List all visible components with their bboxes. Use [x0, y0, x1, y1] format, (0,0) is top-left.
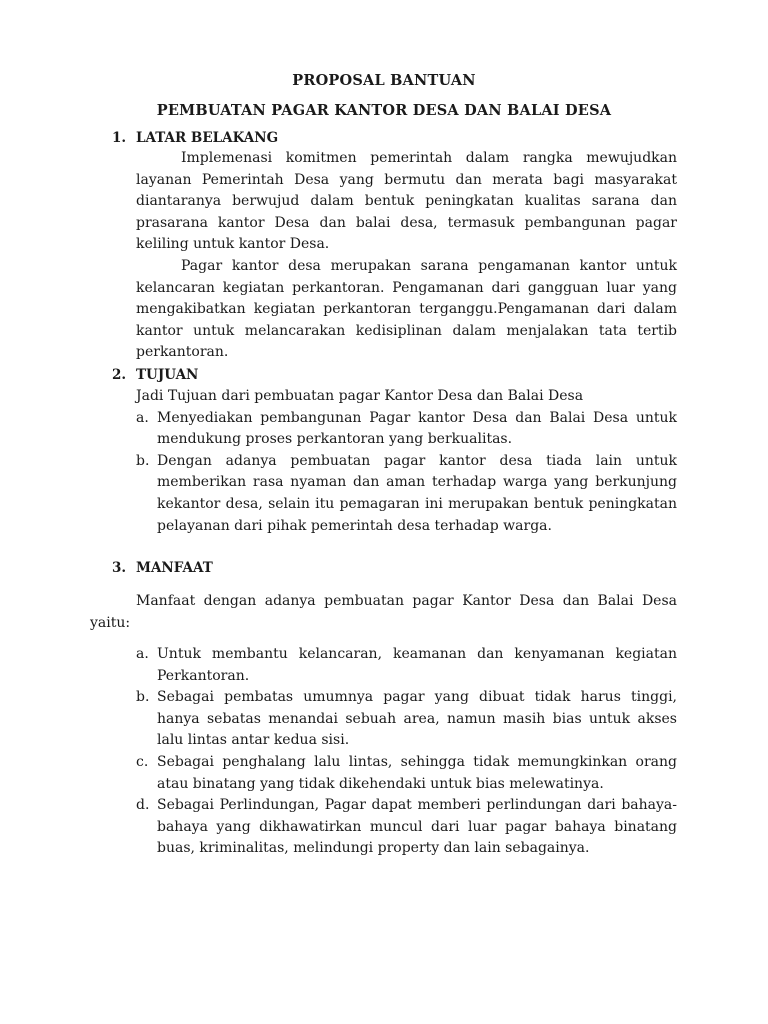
list-item: [136, 687, 677, 752]
list-label: c.: [136, 753, 149, 770]
section-heading-latar-belakang: [112, 128, 278, 150]
list-text: Sebagai penghalang lalu lintas, sehingga tidak memungkinkan orang atau binatang yang tidak dikehendaki untuk bias melewatinya.: [157, 753, 677, 792]
list-item: [136, 644, 677, 687]
tujuan-list: [136, 408, 677, 538]
section-intro: Jadi Tujuan dari pembuatan pagar Kantor Desa dan Balai Desa: [136, 388, 584, 404]
section-title: TUJUAN: [136, 367, 199, 383]
section-body-manfaat: [136, 644, 677, 860]
list-item: [136, 795, 677, 860]
list-item: [136, 451, 677, 537]
list-text: Menyediakan pembangunan Pagar kantor Desa dan Balai Desa untuk mendukung proses perkantoran yang berkualitas.: [157, 409, 677, 448]
document-subtitle: PEMBUATAN PAGAR KANTOR DESA DAN BALAI DESA: [156, 102, 612, 119]
list-text: Sebagai pembatas umumnya pagar yang dibuat tidak harus tinggi, hanya sebatas menandai sebuah area, namun masih bias untuk akses lalu lintas antar kedua sisi.: [157, 689, 677, 749]
paragraph: Pagar kantor desa merupakan sarana pengamanan kantor untuk kelancaran kegiatan perkantoran. Pengamanan dari gangguan luar yang mengakibatkan kegiatan perkantoran terganggu.Pengamanan dari dalam kantor untuk melancarakan kedisiplinan dalam menjalakan tata tertib perkantoran.: [136, 257, 677, 361]
section-body-tujuan: [136, 386, 677, 537]
list-label: b.: [136, 452, 150, 469]
list-text: Sebagai Perlindungan, Pagar dapat memberi perlindungan dari bahaya-bahaya yang dikhawatirkan muncul dari luar pagar bahaya binatang buas, kriminalitas, melindungi property dan lain sebagainya.: [157, 797, 677, 857]
list-text: Dengan adanya pembuatan pagar kantor desa tiada lain untuk memberikan rasa nyaman dan aman terhadap warga yang berkunjung kekantor desa, selain itu pemagaran ini merupakan bentuk peningkatan pelayanan dari pihak pemerintah desa terhadap warga.: [157, 452, 677, 534]
section-number: 1.: [112, 130, 127, 146]
section-title: LATAR BELAKANG: [136, 130, 279, 146]
section-intro: Manfaat dengan adanya pembuatan pagar Kantor Desa dan Balai Desa yaitu:: [90, 593, 677, 631]
section-heading-manfaat: [112, 558, 213, 580]
list-item: [136, 408, 677, 451]
list-label: b.: [136, 689, 150, 706]
manfaat-list: [136, 644, 677, 860]
section-number: 2.: [112, 367, 127, 383]
document-title: PROPOSAL BANTUAN: [292, 72, 476, 89]
list-text: Untuk membantu kelancaran, keamanan dan kenyamanan kegiatan Perkantoran.: [157, 646, 677, 684]
list-item: [136, 752, 677, 795]
list-label: a.: [136, 409, 149, 426]
list-label: d.: [136, 797, 150, 814]
section-number: 3.: [112, 560, 127, 576]
list-label: a.: [136, 646, 149, 662]
section-body-latar-belakang: [136, 148, 677, 364]
paragraph: Implemenasi komitmen pemerintah dalam rangka mewujudkan layanan Pemerintah Desa yang bermutu dan merata bagi masyarakat diantaranya berwujud dalam bentuk peningkatan kualitas sarana dan prasarana kantor Desa dan balai desa, termasuk pembangunan pagar keliling untuk kantor Desa.: [136, 150, 677, 253]
section-heading-tujuan: [112, 365, 198, 387]
section-title: MANFAAT: [136, 560, 213, 576]
